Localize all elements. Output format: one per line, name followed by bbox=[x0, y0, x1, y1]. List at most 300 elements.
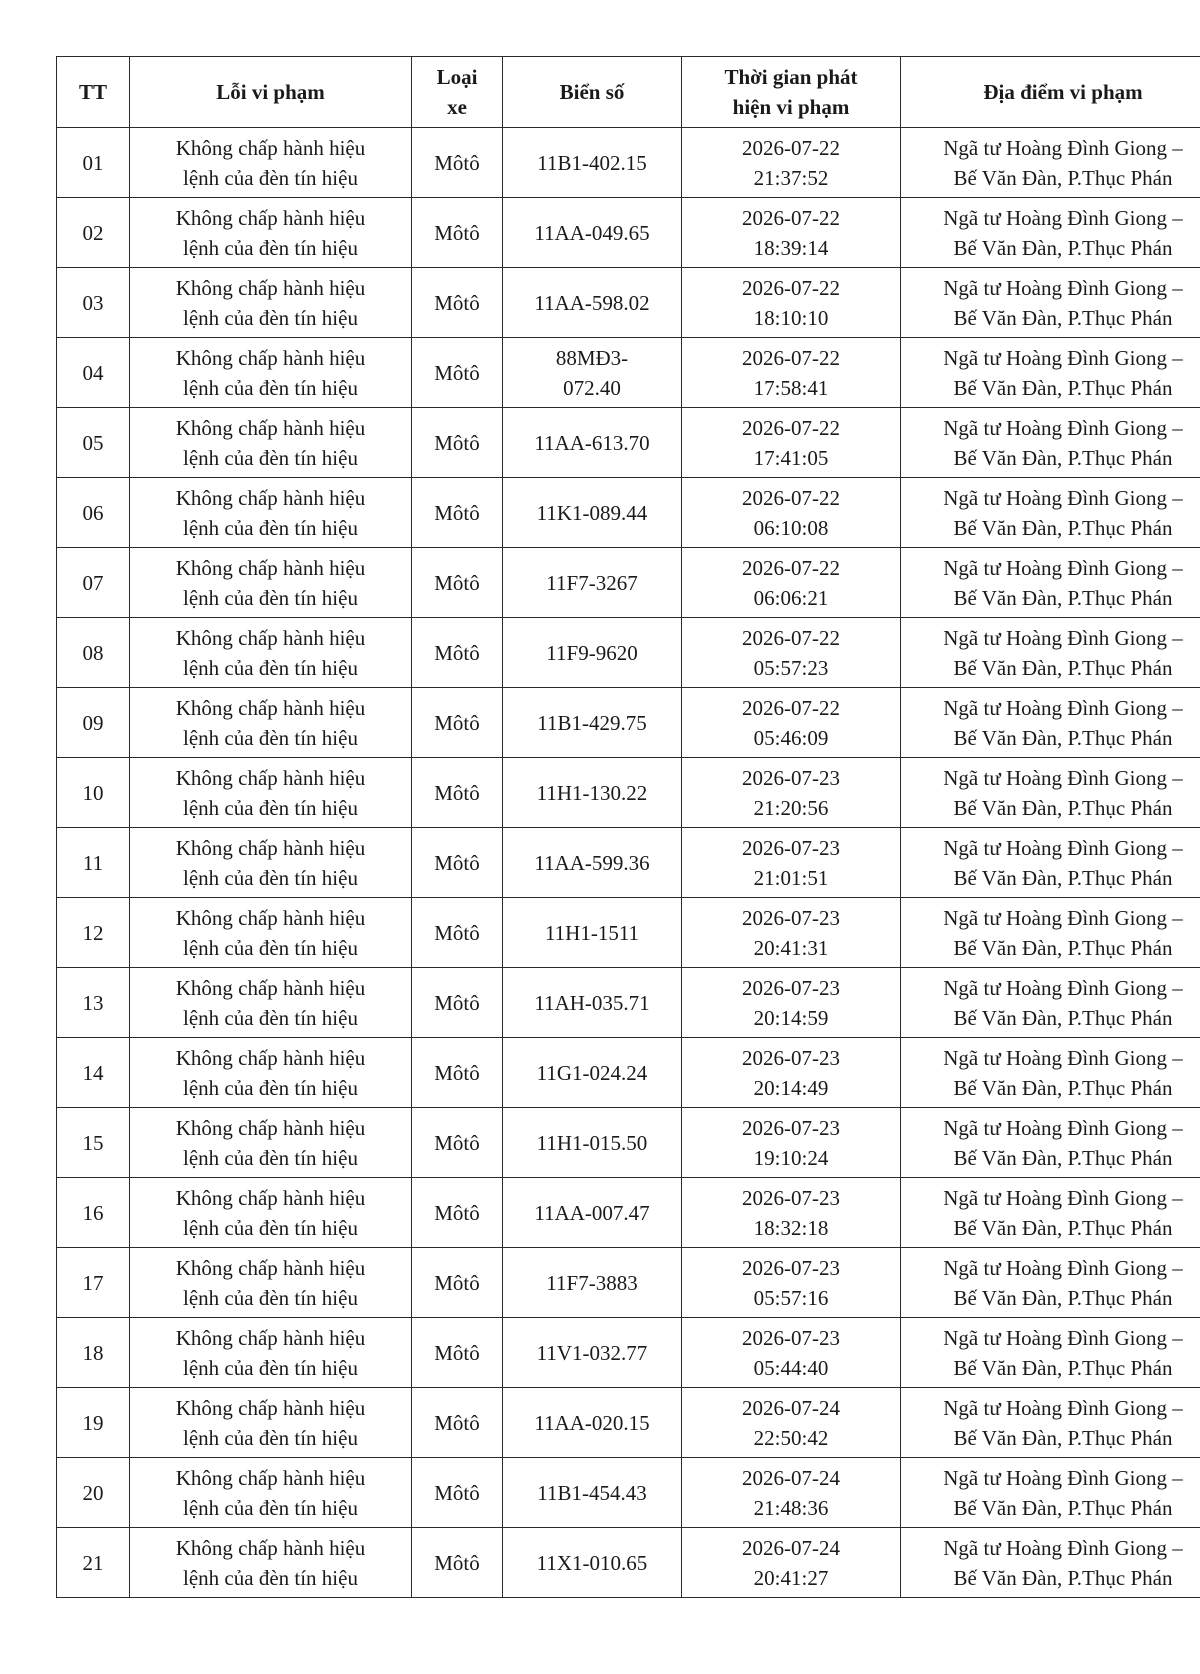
cell-tt bbox=[57, 1388, 130, 1458]
location-line-1: Ngã tư Hoàng Đình Giong – bbox=[943, 415, 1183, 440]
cell-vehicle-type bbox=[412, 1458, 503, 1528]
location-line-2: Bế Văn Đàn, P.Thục Phán bbox=[953, 1005, 1173, 1030]
cell-plate bbox=[503, 1388, 682, 1458]
cell-time bbox=[682, 1108, 901, 1178]
plate-line-1: 11H1-130.22 bbox=[536, 780, 648, 805]
location-line-1: Ngã tư Hoàng Đình Giong – bbox=[943, 1395, 1183, 1420]
header-plate-label: Biển số bbox=[559, 80, 625, 104]
table-row bbox=[57, 1178, 1200, 1248]
cell-plate bbox=[503, 828, 682, 898]
plate-line-1: 11AH-035.71 bbox=[534, 990, 650, 1015]
cell-location bbox=[901, 1318, 1200, 1388]
violation-line-2: lệnh của đèn tín hiệu bbox=[183, 1355, 358, 1380]
cell-plate bbox=[503, 548, 682, 618]
cell-vehicle-type bbox=[412, 898, 503, 968]
location-line-2: Bế Văn Đàn, P.Thục Phán bbox=[953, 865, 1173, 890]
location-line-1: Ngã tư Hoàng Đình Giong – bbox=[943, 1115, 1183, 1140]
table-row bbox=[57, 1248, 1200, 1318]
vehicle-type: Môtô bbox=[434, 920, 480, 945]
cell-plate bbox=[503, 478, 682, 548]
cell-vehicle-type bbox=[412, 688, 503, 758]
plate-line-1: 11B1-454.43 bbox=[537, 1480, 647, 1505]
table-row bbox=[57, 128, 1200, 198]
cell-vehicle-type bbox=[412, 268, 503, 338]
header-plate bbox=[503, 57, 682, 128]
row-number: 08 bbox=[82, 640, 104, 665]
detect-date: 2026-07-23 bbox=[742, 835, 840, 860]
detect-time: 18:32:18 bbox=[753, 1215, 829, 1240]
cell-vehicle-type bbox=[412, 128, 503, 198]
violation-line-1: Không chấp hành hiệu bbox=[175, 345, 366, 370]
cell-tt bbox=[57, 688, 130, 758]
row-number: 10 bbox=[82, 780, 104, 805]
cell-tt bbox=[57, 1458, 130, 1528]
violation-line-2: lệnh của đèn tín hiệu bbox=[183, 1145, 358, 1170]
row-number: 21 bbox=[82, 1550, 104, 1575]
table-row bbox=[57, 968, 1200, 1038]
violation-line-2: lệnh của đèn tín hiệu bbox=[183, 305, 358, 330]
cell-tt bbox=[57, 1528, 130, 1598]
location-line-2: Bế Văn Đàn, P.Thục Phán bbox=[953, 795, 1173, 820]
header-location bbox=[901, 57, 1200, 128]
header-location-label: Địa điểm vi phạm bbox=[983, 80, 1143, 104]
cell-tt bbox=[57, 1038, 130, 1108]
detect-date: 2026-07-24 bbox=[742, 1395, 840, 1420]
table-row bbox=[57, 338, 1200, 408]
location-line-2: Bế Văn Đàn, P.Thục Phán bbox=[953, 585, 1173, 610]
table-row bbox=[57, 1388, 1200, 1458]
cell-time bbox=[682, 618, 901, 688]
vehicle-type: Môtô bbox=[434, 1410, 480, 1435]
cell-violation bbox=[130, 1458, 412, 1528]
cell-time bbox=[682, 128, 901, 198]
violation-line-1: Không chấp hành hiệu bbox=[175, 695, 366, 720]
cell-location bbox=[901, 478, 1200, 548]
violation-line-1: Không chấp hành hiệu bbox=[175, 1465, 366, 1490]
plate-line-1: 11AA-007.47 bbox=[534, 1200, 650, 1225]
detect-time: 05:44:40 bbox=[753, 1355, 829, 1380]
table-row bbox=[57, 828, 1200, 898]
cell-time bbox=[682, 478, 901, 548]
cell-violation bbox=[130, 828, 412, 898]
cell-time bbox=[682, 268, 901, 338]
cell-plate bbox=[503, 1178, 682, 1248]
location-line-1: Ngã tư Hoàng Đình Giong – bbox=[943, 765, 1183, 790]
cell-time bbox=[682, 548, 901, 618]
plate-line-1: 11F7-3267 bbox=[546, 570, 638, 595]
cell-location bbox=[901, 128, 1200, 198]
cell-violation bbox=[130, 128, 412, 198]
table-body bbox=[57, 128, 1200, 1598]
detect-date: 2026-07-23 bbox=[742, 1115, 840, 1140]
violation-line-1: Không chấp hành hiệu bbox=[175, 275, 366, 300]
table-row bbox=[57, 268, 1200, 338]
plate-line-1: 11B1-402.15 bbox=[537, 150, 647, 175]
vehicle-type: Môtô bbox=[434, 1550, 480, 1575]
cell-plate bbox=[503, 1038, 682, 1108]
detect-time: 20:14:59 bbox=[753, 1005, 829, 1030]
plate-line-1: 11K1-089.44 bbox=[536, 500, 648, 525]
cell-time bbox=[682, 1458, 901, 1528]
violation-line-1: Không chấp hành hiệu bbox=[175, 415, 366, 440]
cell-vehicle-type bbox=[412, 618, 503, 688]
header-tt-label: TT bbox=[78, 80, 107, 104]
table-row bbox=[57, 1038, 1200, 1108]
cell-location bbox=[901, 1038, 1200, 1108]
detect-time: 21:48:36 bbox=[753, 1495, 829, 1520]
cell-location bbox=[901, 968, 1200, 1038]
cell-time bbox=[682, 898, 901, 968]
location-line-2: Bế Văn Đàn, P.Thục Phán bbox=[953, 305, 1173, 330]
violation-table-container bbox=[56, 56, 1183, 1598]
table-row bbox=[57, 898, 1200, 968]
cell-tt bbox=[57, 1318, 130, 1388]
detect-date: 2026-07-23 bbox=[742, 765, 840, 790]
cell-violation bbox=[130, 968, 412, 1038]
detect-date: 2026-07-22 bbox=[742, 555, 840, 580]
location-line-1: Ngã tư Hoàng Đình Giong – bbox=[943, 1255, 1183, 1280]
vehicle-type: Môtô bbox=[434, 780, 480, 805]
cell-location bbox=[901, 1528, 1200, 1598]
row-number: 12 bbox=[82, 920, 104, 945]
cell-tt bbox=[57, 828, 130, 898]
cell-location bbox=[901, 268, 1200, 338]
cell-time bbox=[682, 828, 901, 898]
vehicle-type: Môtô bbox=[434, 1060, 480, 1085]
cell-plate bbox=[503, 968, 682, 1038]
violation-table bbox=[56, 56, 1200, 1598]
violation-line-2: lệnh của đèn tín hiệu bbox=[183, 1425, 358, 1450]
header-vehicle-type-line-2: xe bbox=[447, 95, 467, 119]
vehicle-type: Môtô bbox=[434, 500, 480, 525]
detect-date: 2026-07-23 bbox=[742, 1045, 840, 1070]
cell-vehicle-type bbox=[412, 1388, 503, 1458]
plate-line-2: 072.40 bbox=[563, 375, 621, 400]
cell-vehicle-type bbox=[412, 758, 503, 828]
detect-date: 2026-07-22 bbox=[742, 485, 840, 510]
cell-time bbox=[682, 1388, 901, 1458]
header-row bbox=[57, 57, 1200, 128]
vehicle-type: Môtô bbox=[434, 150, 480, 175]
detect-time: 20:41:27 bbox=[753, 1565, 829, 1590]
detect-time: 05:57:23 bbox=[753, 655, 829, 680]
location-line-2: Bế Văn Đàn, P.Thục Phán bbox=[953, 1355, 1173, 1380]
location-line-1: Ngã tư Hoàng Đình Giong – bbox=[943, 275, 1183, 300]
row-number: 17 bbox=[82, 1270, 104, 1295]
cell-location bbox=[901, 618, 1200, 688]
cell-time bbox=[682, 1318, 901, 1388]
cell-plate bbox=[503, 268, 682, 338]
cell-violation bbox=[130, 1178, 412, 1248]
table-row bbox=[57, 1528, 1200, 1598]
cell-location bbox=[901, 548, 1200, 618]
violation-line-1: Không chấp hành hiệu bbox=[175, 625, 366, 650]
location-line-1: Ngã tư Hoàng Đình Giong – bbox=[943, 135, 1183, 160]
cell-vehicle-type bbox=[412, 548, 503, 618]
plate-line-1: 11V1-032.77 bbox=[536, 1340, 648, 1365]
cell-vehicle-type bbox=[412, 1038, 503, 1108]
cell-location bbox=[901, 198, 1200, 268]
detect-time: 20:14:49 bbox=[753, 1075, 829, 1100]
cell-location bbox=[901, 408, 1200, 478]
detect-date: 2026-07-22 bbox=[742, 695, 840, 720]
cell-tt bbox=[57, 968, 130, 1038]
row-number: 18 bbox=[82, 1340, 104, 1365]
cell-tt bbox=[57, 1108, 130, 1178]
location-line-1: Ngã tư Hoàng Đình Giong – bbox=[943, 1045, 1183, 1070]
detect-date: 2026-07-22 bbox=[742, 415, 840, 440]
cell-tt bbox=[57, 268, 130, 338]
violation-line-2: lệnh của đèn tín hiệu bbox=[183, 1285, 358, 1310]
plate-line-1: 11AA-598.02 bbox=[534, 290, 650, 315]
detect-date: 2026-07-22 bbox=[742, 205, 840, 230]
cell-location bbox=[901, 1458, 1200, 1528]
row-number: 07 bbox=[82, 570, 104, 595]
table-row bbox=[57, 688, 1200, 758]
cell-tt bbox=[57, 1178, 130, 1248]
location-line-2: Bế Văn Đàn, P.Thục Phán bbox=[953, 1425, 1173, 1450]
cell-tt bbox=[57, 898, 130, 968]
cell-vehicle-type bbox=[412, 198, 503, 268]
table-row bbox=[57, 198, 1200, 268]
violation-line-1: Không chấp hành hiệu bbox=[175, 485, 366, 510]
violation-line-1: Không chấp hành hiệu bbox=[175, 135, 366, 160]
cell-plate bbox=[503, 898, 682, 968]
cell-vehicle-type bbox=[412, 1248, 503, 1318]
cell-violation bbox=[130, 1248, 412, 1318]
violation-line-2: lệnh của đèn tín hiệu bbox=[183, 725, 358, 750]
cell-tt bbox=[57, 198, 130, 268]
violation-line-2: lệnh của đèn tín hiệu bbox=[183, 165, 358, 190]
cell-tt bbox=[57, 618, 130, 688]
table-row bbox=[57, 618, 1200, 688]
violation-line-1: Không chấp hành hiệu bbox=[175, 1325, 366, 1350]
table-row bbox=[57, 408, 1200, 478]
cell-vehicle-type bbox=[412, 478, 503, 548]
location-line-1: Ngã tư Hoàng Đình Giong – bbox=[943, 905, 1183, 930]
header-violation-label: Lỗi vi phạm bbox=[216, 80, 325, 104]
location-line-1: Ngã tư Hoàng Đình Giong – bbox=[943, 345, 1183, 370]
table-row bbox=[57, 1318, 1200, 1388]
cell-plate bbox=[503, 1528, 682, 1598]
cell-time bbox=[682, 1528, 901, 1598]
location-line-1: Ngã tư Hoàng Đình Giong – bbox=[943, 1535, 1183, 1560]
cell-vehicle-type bbox=[412, 1318, 503, 1388]
violation-line-1: Không chấp hành hiệu bbox=[175, 835, 366, 860]
vehicle-type: Môtô bbox=[434, 1340, 480, 1365]
violation-line-1: Không chấp hành hiệu bbox=[175, 555, 366, 580]
cell-time bbox=[682, 198, 901, 268]
vehicle-type: Môtô bbox=[434, 570, 480, 595]
location-line-2: Bế Văn Đàn, P.Thục Phán bbox=[953, 515, 1173, 540]
cell-time bbox=[682, 408, 901, 478]
vehicle-type: Môtô bbox=[434, 1200, 480, 1225]
cell-tt bbox=[57, 478, 130, 548]
detect-time: 22:50:42 bbox=[753, 1425, 829, 1450]
cell-time bbox=[682, 1038, 901, 1108]
detect-time: 19:10:24 bbox=[753, 1145, 829, 1170]
location-line-2: Bế Văn Đàn, P.Thục Phán bbox=[953, 1565, 1173, 1590]
vehicle-type: Môtô bbox=[434, 360, 480, 385]
violation-line-2: lệnh của đèn tín hiệu bbox=[183, 445, 358, 470]
cell-time bbox=[682, 688, 901, 758]
plate-line-1: 11F9-9620 bbox=[546, 640, 638, 665]
cell-violation bbox=[130, 1528, 412, 1598]
plate-line-1: 11AA-049.65 bbox=[534, 220, 650, 245]
violation-line-1: Không chấp hành hiệu bbox=[175, 905, 366, 930]
detect-date: 2026-07-24 bbox=[742, 1465, 840, 1490]
cell-violation bbox=[130, 898, 412, 968]
row-number: 03 bbox=[82, 290, 104, 315]
cell-tt bbox=[57, 338, 130, 408]
detect-time: 05:46:09 bbox=[753, 725, 829, 750]
cell-violation bbox=[130, 268, 412, 338]
vehicle-type: Môtô bbox=[434, 430, 480, 455]
cell-violation bbox=[130, 1318, 412, 1388]
violation-line-1: Không chấp hành hiệu bbox=[175, 1395, 366, 1420]
location-line-2: Bế Văn Đàn, P.Thục Phán bbox=[953, 445, 1173, 470]
location-line-1: Ngã tư Hoàng Đình Giong – bbox=[943, 555, 1183, 580]
violation-line-1: Không chấp hành hiệu bbox=[175, 205, 366, 230]
plate-line-1: 11X1-010.65 bbox=[536, 1550, 648, 1575]
cell-vehicle-type bbox=[412, 408, 503, 478]
cell-time bbox=[682, 1178, 901, 1248]
location-line-1: Ngã tư Hoàng Đình Giong – bbox=[943, 975, 1183, 1000]
header-vehicle-type bbox=[412, 57, 503, 128]
violation-line-2: lệnh của đèn tín hiệu bbox=[183, 235, 358, 260]
detect-date: 2026-07-23 bbox=[742, 1325, 840, 1350]
table-row bbox=[57, 1108, 1200, 1178]
violation-line-2: lệnh của đèn tín hiệu bbox=[183, 795, 358, 820]
cell-tt bbox=[57, 758, 130, 828]
detect-date: 2026-07-23 bbox=[742, 905, 840, 930]
cell-plate bbox=[503, 1248, 682, 1318]
plate-line-1: 11H1-015.50 bbox=[536, 1130, 648, 1155]
cell-location bbox=[901, 688, 1200, 758]
detect-date: 2026-07-22 bbox=[742, 135, 840, 160]
plate-line-1: 11B1-429.75 bbox=[537, 710, 647, 735]
cell-violation bbox=[130, 548, 412, 618]
plate-line-1: 11AA-020.15 bbox=[534, 1410, 650, 1435]
detect-date: 2026-07-22 bbox=[742, 345, 840, 370]
cell-plate bbox=[503, 198, 682, 268]
plate-line-1: 11F7-3883 bbox=[546, 1270, 638, 1295]
cell-vehicle-type bbox=[412, 828, 503, 898]
row-number: 04 bbox=[82, 360, 104, 385]
header-time-line-2: hiện vi phạm bbox=[732, 95, 850, 119]
header-time-line-1: Thời gian phát bbox=[724, 65, 858, 89]
location-line-2: Bế Văn Đàn, P.Thục Phán bbox=[953, 1075, 1173, 1100]
location-line-2: Bế Văn Đàn, P.Thục Phán bbox=[953, 725, 1173, 750]
vehicle-type: Môtô bbox=[434, 1130, 480, 1155]
header-time bbox=[682, 57, 901, 128]
detect-date: 2026-07-22 bbox=[742, 275, 840, 300]
plate-line-1: 11H1-1511 bbox=[544, 920, 640, 945]
cell-location bbox=[901, 338, 1200, 408]
cell-violation bbox=[130, 1038, 412, 1108]
cell-plate bbox=[503, 338, 682, 408]
cell-time bbox=[682, 968, 901, 1038]
detect-date: 2026-07-22 bbox=[742, 625, 840, 650]
location-line-1: Ngã tư Hoàng Đình Giong – bbox=[943, 485, 1183, 510]
cell-vehicle-type bbox=[412, 1108, 503, 1178]
detect-date: 2026-07-23 bbox=[742, 1255, 840, 1280]
detect-date: 2026-07-24 bbox=[742, 1535, 840, 1560]
cell-tt bbox=[57, 408, 130, 478]
vehicle-type: Môtô bbox=[434, 640, 480, 665]
cell-violation bbox=[130, 618, 412, 688]
detect-time: 06:10:08 bbox=[753, 515, 829, 540]
location-line-2: Bế Văn Đàn, P.Thục Phán bbox=[953, 655, 1173, 680]
table-row bbox=[57, 548, 1200, 618]
violation-line-2: lệnh của đèn tín hiệu bbox=[183, 865, 358, 890]
detect-time: 17:41:05 bbox=[753, 445, 829, 470]
detect-date: 2026-07-23 bbox=[742, 1185, 840, 1210]
row-number: 05 bbox=[82, 430, 104, 455]
cell-vehicle-type bbox=[412, 338, 503, 408]
row-number: 11 bbox=[82, 850, 104, 875]
detect-time: 05:57:16 bbox=[753, 1285, 829, 1310]
violation-line-2: lệnh của đèn tín hiệu bbox=[183, 1565, 358, 1590]
row-number: 02 bbox=[82, 220, 104, 245]
table-row bbox=[57, 1458, 1200, 1528]
cell-tt bbox=[57, 128, 130, 198]
violation-line-1: Không chấp hành hiệu bbox=[175, 1115, 366, 1140]
location-line-2: Bế Văn Đàn, P.Thục Phán bbox=[953, 165, 1173, 190]
cell-plate bbox=[503, 1108, 682, 1178]
cell-vehicle-type bbox=[412, 1178, 503, 1248]
plate-line-1: 88MĐ3- bbox=[555, 345, 629, 370]
violation-line-1: Không chấp hành hiệu bbox=[175, 1185, 366, 1210]
violation-line-2: lệnh của đèn tín hiệu bbox=[183, 1075, 358, 1100]
violation-line-1: Không chấp hành hiệu bbox=[175, 1535, 366, 1560]
violation-line-2: lệnh của đèn tín hiệu bbox=[183, 375, 358, 400]
vehicle-type: Môtô bbox=[434, 1270, 480, 1295]
cell-location bbox=[901, 828, 1200, 898]
violation-line-1: Không chấp hành hiệu bbox=[175, 975, 366, 1000]
violation-line-1: Không chấp hành hiệu bbox=[175, 1045, 366, 1070]
cell-location bbox=[901, 758, 1200, 828]
row-number: 16 bbox=[82, 1200, 104, 1225]
detect-time: 18:39:14 bbox=[753, 235, 829, 260]
row-number: 13 bbox=[82, 990, 104, 1015]
cell-time bbox=[682, 758, 901, 828]
violation-line-2: lệnh của đèn tín hiệu bbox=[183, 1005, 358, 1030]
header-violation bbox=[130, 57, 412, 128]
location-line-2: Bế Văn Đàn, P.Thục Phán bbox=[953, 1145, 1173, 1170]
violation-line-1: Không chấp hành hiệu bbox=[175, 1255, 366, 1280]
row-number: 15 bbox=[82, 1130, 104, 1155]
detect-time: 21:20:56 bbox=[753, 795, 829, 820]
cell-tt bbox=[57, 1248, 130, 1318]
row-number: 20 bbox=[82, 1480, 104, 1505]
cell-plate bbox=[503, 408, 682, 478]
violation-line-2: lệnh của đèn tín hiệu bbox=[183, 515, 358, 540]
row-number: 01 bbox=[82, 150, 104, 175]
detect-time: 06:06:21 bbox=[753, 585, 829, 610]
row-number: 06 bbox=[82, 500, 104, 525]
violation-line-2: lệnh của đèn tín hiệu bbox=[183, 1495, 358, 1520]
violation-line-2: lệnh của đèn tín hiệu bbox=[183, 935, 358, 960]
violation-line-1: Không chấp hành hiệu bbox=[175, 765, 366, 790]
cell-plate bbox=[503, 128, 682, 198]
row-number: 14 bbox=[82, 1060, 104, 1085]
table-row bbox=[57, 478, 1200, 548]
row-number: 19 bbox=[82, 1410, 104, 1435]
row-number: 09 bbox=[82, 710, 104, 735]
detect-time: 21:01:51 bbox=[753, 865, 829, 890]
cell-violation bbox=[130, 688, 412, 758]
